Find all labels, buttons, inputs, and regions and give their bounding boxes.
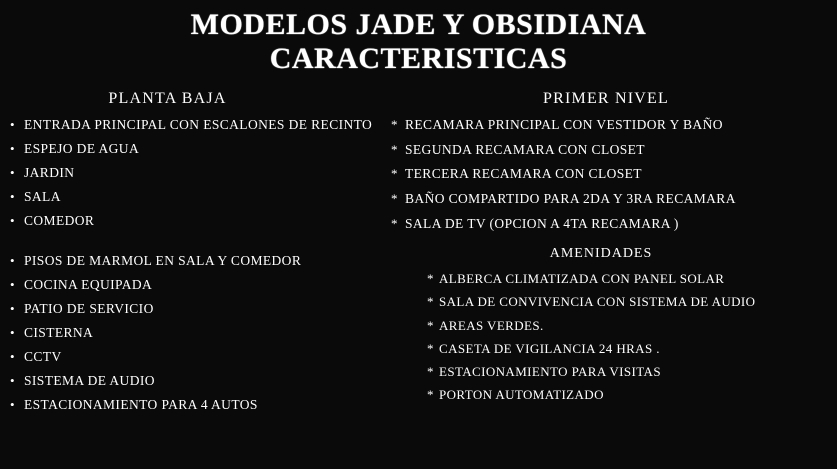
list-item xyxy=(385,143,837,158)
list-item-label: RECAMARA PRINCIPAL CON VESTIDOR Y BAÑO xyxy=(405,116,723,132)
asterisk-icon: * xyxy=(427,294,434,310)
list-item xyxy=(385,217,837,232)
list-item-label: SALA xyxy=(24,188,61,204)
bullet-icon: • xyxy=(10,253,15,269)
list-item-label: SISTEMA DE AUDIO xyxy=(24,373,155,389)
list-item-label: CCTV xyxy=(24,349,62,365)
list-spacer xyxy=(10,238,385,245)
title-line-2: CARACTERISTICAS xyxy=(269,41,568,75)
list-item-label: CISTERNA xyxy=(24,325,94,341)
list-item xyxy=(427,319,837,333)
list-item xyxy=(10,278,385,293)
bullet-icon: • xyxy=(10,188,15,204)
asterisk-icon: * xyxy=(427,340,434,356)
amenidades-heading: AMENIDADES xyxy=(549,246,653,261)
title-line-1: MODELOS JADE Y OBSIDIANA xyxy=(190,8,647,41)
list-item xyxy=(427,272,837,286)
list-item-label: CASETA DE VIGILANCIA 24 HRAS . xyxy=(439,340,660,356)
bullet-icon: • xyxy=(10,212,15,228)
list-item-label: JARDIN xyxy=(24,164,75,180)
list-item xyxy=(10,374,385,389)
list-item-label: SALA DE TV (OPCION A 4TA RECAMARA ) xyxy=(405,216,679,232)
list-item-label: PATIO DE SERVICIO xyxy=(24,301,154,317)
list-item xyxy=(427,342,837,356)
list-item xyxy=(10,142,385,157)
bullet-icon: • xyxy=(10,116,15,132)
left-column-heading: PLANTA BAJA xyxy=(108,89,227,107)
list-item xyxy=(10,326,385,341)
bullet-icon: • xyxy=(10,277,15,293)
content-columns xyxy=(0,90,837,423)
list-item-label: ESPEJO DE AGUA xyxy=(24,140,140,156)
list-item-label: COMEDOR xyxy=(24,212,95,228)
list-item-label: SEGUNDA RECAMARA CON CLOSET xyxy=(405,141,645,157)
list-item xyxy=(385,167,837,182)
bullet-icon: • xyxy=(10,164,15,180)
list-item-label: TERCERA RECAMARA CON CLOSET xyxy=(405,166,642,182)
primer-nivel-list xyxy=(385,118,837,232)
amenidades-list xyxy=(385,272,837,403)
asterisk-icon: * xyxy=(427,271,434,286)
list-item-label: PISOS DE MARMOL EN SALA Y COMEDOR xyxy=(24,253,302,269)
bullet-icon: • xyxy=(10,397,15,413)
list-item-label: ALBERCA CLIMATIZADA CON PANEL SOLAR xyxy=(439,271,725,286)
list-item xyxy=(427,365,837,379)
bullet-icon: • xyxy=(10,140,15,156)
bullet-icon: • xyxy=(10,373,15,389)
asterisk-icon: * xyxy=(391,216,398,232)
list-item xyxy=(385,118,837,133)
list-item xyxy=(10,398,385,413)
list-item-label: ENTRADA PRINCIPAL CON ESCALONES DE RECINTO xyxy=(24,116,373,132)
list-item xyxy=(10,254,385,269)
list-item xyxy=(10,214,385,229)
asterisk-icon: * xyxy=(391,166,398,182)
list-item xyxy=(10,190,385,205)
asterisk-icon: * xyxy=(427,317,434,333)
list-item xyxy=(10,118,385,133)
list-item xyxy=(427,388,837,402)
planta-baja-list xyxy=(10,118,385,413)
slide-title xyxy=(0,0,837,76)
asterisk-icon: * xyxy=(427,364,434,380)
list-item xyxy=(10,166,385,181)
list-item-label: BAÑO COMPARTIDO PARA 2DA Y 3RA RECAMARA xyxy=(405,191,736,207)
list-item xyxy=(385,192,837,207)
list-item-label: AREAS VERDES. xyxy=(439,317,544,333)
list-item-label: ESTACIONAMIENTO PARA 4 AUTOS xyxy=(24,397,258,413)
bullet-icon: • xyxy=(10,301,15,317)
list-item-label: ESTACIONAMIENTO PARA VISITAS xyxy=(439,364,661,380)
bullet-icon: • xyxy=(10,349,15,365)
left-column xyxy=(0,90,385,423)
list-item xyxy=(427,295,837,309)
list-item-label: COCINA EQUIPADA xyxy=(24,277,153,293)
list-item-label: SALA DE CONVIVENCIA CON SISTEMA DE AUDIO xyxy=(439,294,756,310)
asterisk-icon: * xyxy=(391,191,398,207)
asterisk-icon: * xyxy=(391,116,398,132)
asterisk-icon: * xyxy=(427,387,434,403)
list-item-label: PORTON AUTOMATIZADO xyxy=(439,387,604,403)
list-item xyxy=(10,302,385,317)
list-item xyxy=(10,350,385,365)
bullet-icon: • xyxy=(10,325,15,341)
right-column xyxy=(385,90,837,423)
right-column-heading: PRIMER NIVEL xyxy=(543,89,669,107)
asterisk-icon: * xyxy=(391,141,398,157)
